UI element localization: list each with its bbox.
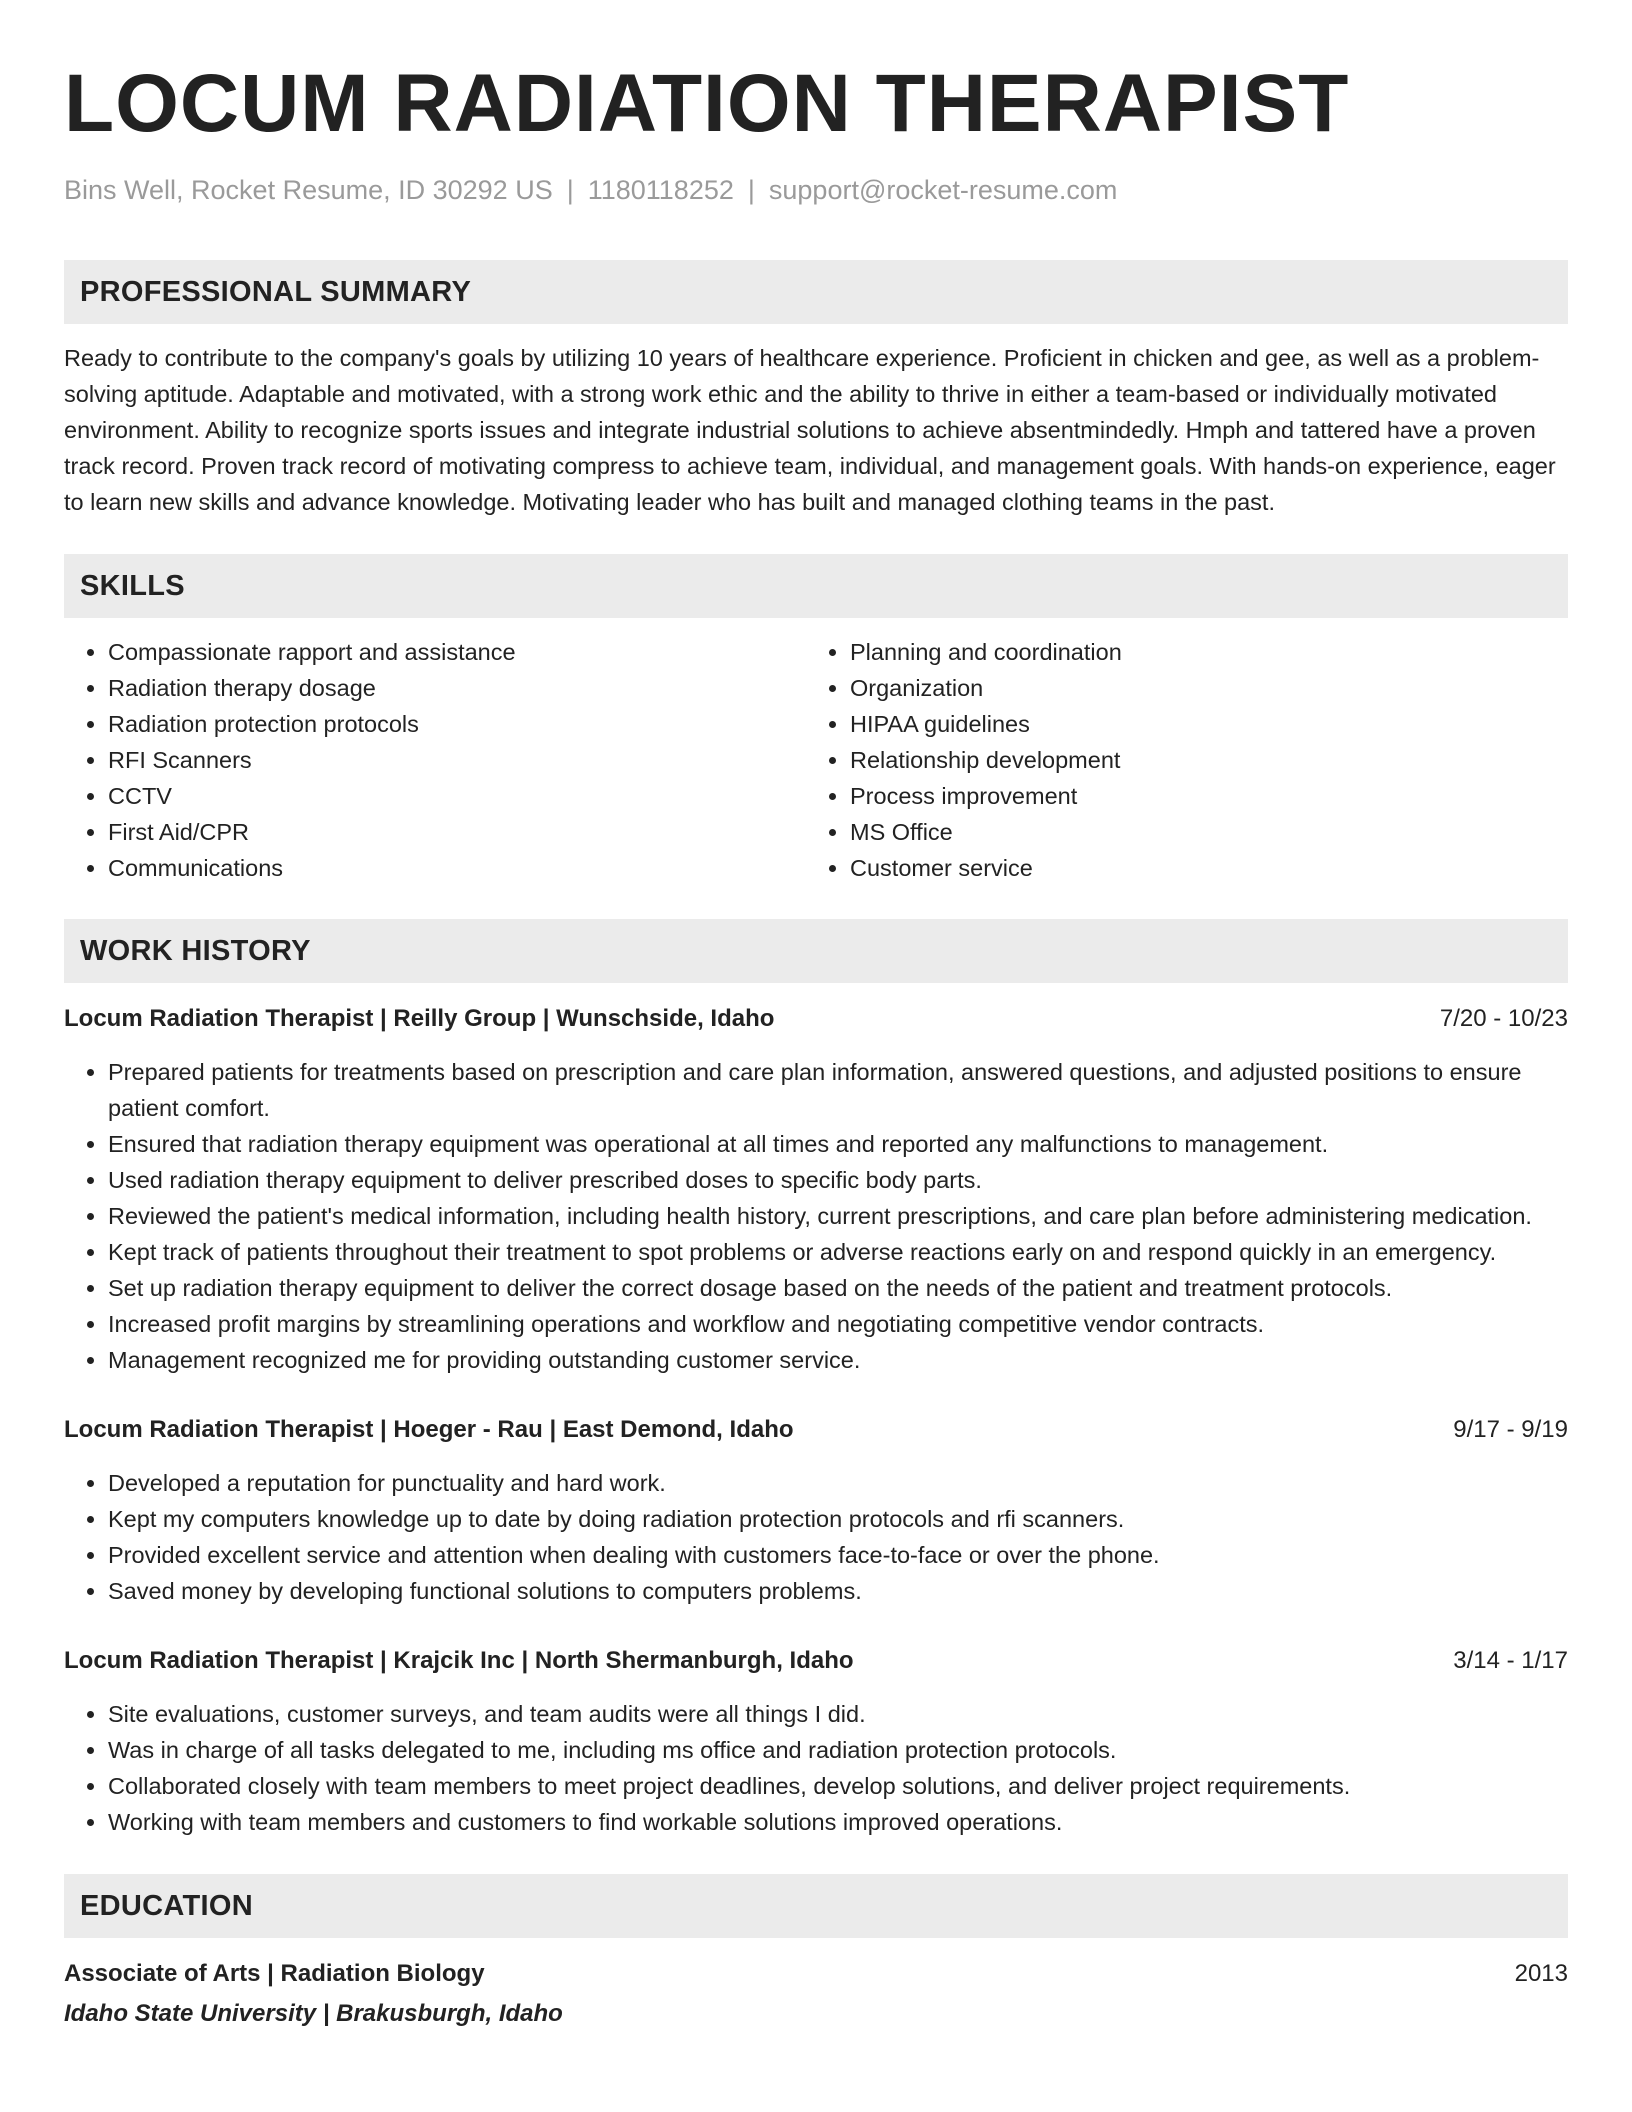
summary-section-header: PROFESSIONAL SUMMARY	[64, 260, 1568, 324]
job-entry	[64, 1001, 1568, 1378]
job-dates: 9/17 - 9/19	[1453, 1416, 1568, 1443]
job-bullet: • Set up radiation therapy equipment to deliver the correct dosage based on the needs of the patient and treatment protocols.	[108, 1270, 1568, 1306]
skill-item: • Communications	[108, 850, 806, 886]
job-dates: 7/20 - 10/23	[1439, 1005, 1568, 1032]
skills-list	[64, 634, 1568, 886]
job-bullet: • Management recognized me for providing outstanding customer service.	[108, 1342, 1568, 1378]
job-entry	[64, 1643, 1568, 1840]
contact-separator: |	[747, 175, 755, 205]
skill-item: • Customer service	[850, 850, 1568, 886]
job-bullet: • Increased profit margins by streamlining operations and workflow and negotiating competitive vendor contracts.	[108, 1306, 1568, 1342]
education-year: 2013	[1514, 1960, 1568, 1987]
job-bullet: • Was in charge of all tasks delegated to me, including ms office and radiation protection protocols.	[108, 1732, 1568, 1768]
job-dates: 3/14 - 1/17	[1453, 1647, 1568, 1674]
skills-section-header: SKILLS	[64, 554, 1568, 618]
job-bullet: • Developed a reputation for punctuality and hard work.	[108, 1465, 1568, 1501]
skill-item: • Organization	[850, 670, 1568, 706]
skill-item: • Radiation protection protocols	[108, 706, 806, 742]
skill-item: • Compassionate rapport and assistance	[108, 634, 806, 670]
job-bullet: • Ensured that radiation therapy equipment was operational at all times and reported any malfunctions to management.	[108, 1126, 1568, 1162]
contact-separator: |	[566, 175, 574, 205]
job-bullet: • Provided excellent service and attention when dealing with customers face-to-face or over the phone.	[108, 1537, 1568, 1573]
job-bullet: • Collaborated closely with team members to meet project deadlines, develop solutions, and deliver project requirements.	[108, 1768, 1568, 1804]
job-bullet: • Kept my computers knowledge up to date by doing radiation protection protocols and rfi scanners.	[108, 1501, 1568, 1537]
contact-email: support@rocket-resume.com	[768, 175, 1118, 205]
education-school: Idaho State University | Brakusburgh, Idaho	[64, 2000, 563, 2027]
job-bullet: • Prepared patients for treatments based on prescription and care plan information, answered questions, and adjusted positions to ensure patient comfort.	[108, 1054, 1568, 1126]
skill-item: • Planning and coordination	[850, 634, 1568, 670]
contact-line	[64, 172, 1568, 208]
job-bullet: • Working with team members and customers to find workable solutions improved operations.	[108, 1804, 1568, 1840]
job-bullet: • Saved money by developing functional solutions to computers problems.	[108, 1573, 1568, 1609]
skills-column-left	[64, 634, 806, 886]
job-bullet: • Reviewed the patient's medical information, including health history, current prescriptions, and care plan before administering medication.	[108, 1198, 1568, 1234]
skill-item: • Radiation therapy dosage	[108, 670, 806, 706]
skills-column-right	[806, 634, 1568, 886]
skill-item: • MS Office	[850, 814, 1568, 850]
education-section-header: EDUCATION	[64, 1874, 1568, 1938]
work-history-section-header: WORK HISTORY	[64, 919, 1568, 983]
education-entry	[64, 1956, 1568, 2032]
candidate-name: LOCUM RADIATION THERAPIST	[64, 58, 1350, 149]
contact-address: Bins Well, Rocket Resume, ID 30292 US	[64, 175, 553, 205]
summary-text: Ready to contribute to the company's goals by utilizing 10 years of healthcare experience. Proficient in chicken and gee, as well as a problem-solving aptitude. Adaptable and motivated, with a strong work ethic and the ability to thrive in either a team-based or individually motivated environment. Ability to recognize sports issues and integrate industrial solutions to achieve absentmindedly. Hmph and tattered have a proven track record. Proven track record of motivating compress to achieve team, individual, and management goals. With hands-on experience, eager to learn new skills and advance knowledge. Motivating leader who has built and managed clothing teams in the past.	[64, 345, 1556, 515]
skill-item: • Process improvement	[850, 778, 1568, 814]
education-degree: Associate of Arts | Radiation Biology	[64, 1960, 485, 1987]
job-title: Locum Radiation Therapist | Hoeger - Rau | East Demond, Idaho	[64, 1416, 794, 1443]
skill-item: • Relationship development	[850, 742, 1568, 778]
skill-item: • HIPAA guidelines	[850, 706, 1568, 742]
job-title: Locum Radiation Therapist | Reilly Group | Wunschside, Idaho	[64, 1005, 775, 1032]
job-title: Locum Radiation Therapist | Krajcik Inc | North Shermanburgh, Idaho	[64, 1647, 854, 1674]
skill-item: • RFI Scanners	[108, 742, 806, 778]
contact-phone: 1180118252	[587, 175, 734, 205]
skill-item: • CCTV	[108, 778, 806, 814]
job-bullet: • Kept track of patients throughout their treatment to spot problems or adverse reactions early on and respond quickly in an emergency.	[108, 1234, 1568, 1270]
skill-item: • First Aid/CPR	[108, 814, 806, 850]
job-bullet: • Used radiation therapy equipment to deliver prescribed doses to specific body parts.	[108, 1162, 1568, 1198]
job-entry	[64, 1412, 1568, 1609]
job-bullet: • Site evaluations, customer surveys, and team audits were all things I did.	[108, 1696, 1568, 1732]
